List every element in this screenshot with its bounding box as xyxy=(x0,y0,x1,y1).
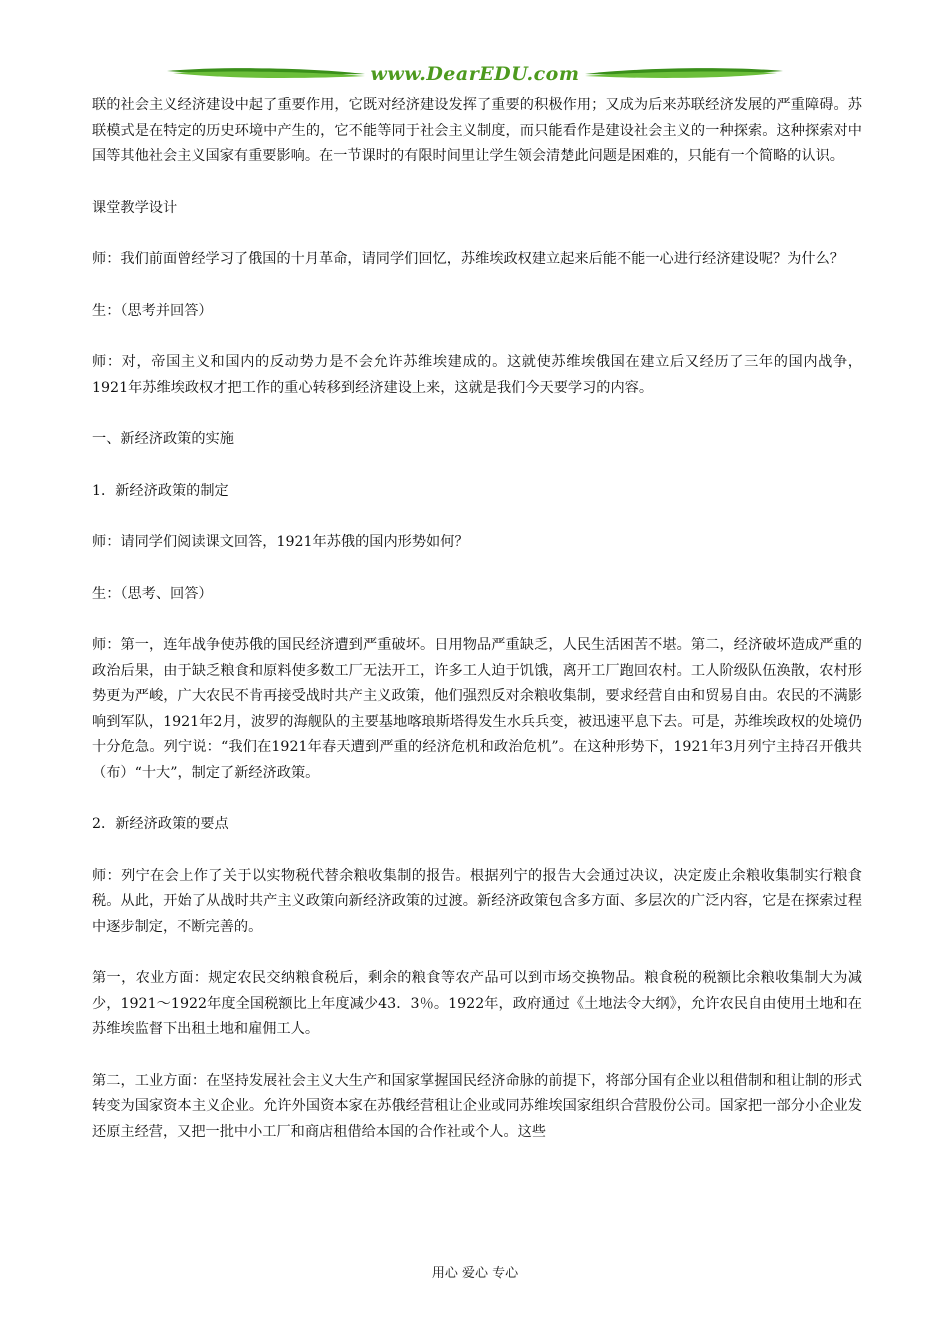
paragraph: 师：对，帝国主义和国内的反动势力是不会允许苏维埃建成的。这就使苏维埃俄国在建立后又经历了三年的国内战争，1921年苏维埃政权才把工作的重心转移到经济建设上来，这就是我们今天要学习的内容。 xyxy=(92,354,862,396)
paragraph: 生：（思考、回答） xyxy=(92,585,213,602)
paragraph: 师：第一，连年战争使苏俄的国民经济遭到严重破坏。日用物品严重缺乏，人民生活困苦不堪。第二，经济破坏造成严重的政治后果，由于缺乏粮食和原料使多数工厂无法开工，许多工人迫于饥饿，离开工厂跑回农村。工人阶级队伍涣散，农村形势更为严峻，广大农民不肯再接受战时共产主义政策，他们强烈反对余粮收集制，要求经营自由和贸易自由。农民的不满影响到军队，1921年2月，波罗的海舰队的主要基地喀琅斯塔得发生水兵兵变，被迅速平息下去。可是，苏维埃政权的处境仍十分危急。列宁说：“我们在1921年春天遭到严重的经济危机和政治危机”。在这种形势下，1921年3月列宁主持召开俄共（布）“十大”，制定了新经济政策。 xyxy=(92,637,862,781)
paragraph: 生：（思考并回答） xyxy=(92,302,213,319)
subsection-heading: 1．新经济政策的制定 xyxy=(92,482,229,499)
subsection-heading: 2．新经济政策的要点 xyxy=(92,816,229,832)
site-url-logo: www.DearEDU.com xyxy=(370,63,580,85)
paragraph: 师：请同学们阅读课文回答，1921年苏俄的国内形势如何？ xyxy=(92,534,469,550)
page-footer: 用心 爱心 专心 xyxy=(431,1266,519,1281)
paragraph: 师：列宁在会上作了关于以实物税代替余粮收集制的报告。根据列宁的报告大会通过决议，决定废止余粮收集制实行粮食税。从此，开始了从战时共产主义政策向新经济政策的过渡。新经济政策包含多方面、多层次的广泛内容，它是在探索过程中逐步制定，不断完善的。 xyxy=(92,867,862,935)
paragraph: 师：我们前面曾经学习了俄国的十月革命，请同学们回忆，苏维埃政权建立起来后能不能一心进行经济建设呢？为什么？ xyxy=(92,251,844,267)
paragraph: 第一，农业方面：规定农民交纳粮食税后，剩余的粮食等农产品可以到市场交换物品。粮食税的税额比余粮收集制大为减少，1921～1922年度全国税额比上年度减少43．3％。1922年，政府通过《土地法令大纲》，允许农民自由使用土地和在苏维埃监督下出租土地和雇佣工人。 xyxy=(92,970,862,1037)
document-body xyxy=(92,93,862,1171)
paragraph: 第二，工业方面：在坚持发展社会主义大生产和国家掌握国民经济命脉的前提下，将部分国有企业以租借制和租让制的形式转变为国家资本主义企业。允许外国资本家在苏俄经营租让企业或同苏维埃国家组织合营股份公司。国家把一部分小企业发还原主经营，又把一批中小工厂和商店租借给本国的合作社或个人。这些 xyxy=(92,1072,862,1140)
site-header-banner xyxy=(165,62,785,88)
section-heading: 一、新经济政策的实施 xyxy=(92,431,234,447)
section-heading: 课堂教学设计 xyxy=(92,199,178,216)
paragraph: 联的社会主义经济建设中起了重要作用，它既对经济建设发挥了重要的积极作用；又成为后来苏联经济发展的严重障碍。苏联模式是在特定的历史环境中产生的，它不能等同于社会主义制度，而只能看作是建设社会主义的一种探索。这种探索对中国等其他社会主义国家有重要影响。在一节课时的有限时间里让学生领会清楚此问题是困难的，只能有一个简略的认识。 xyxy=(92,97,862,164)
